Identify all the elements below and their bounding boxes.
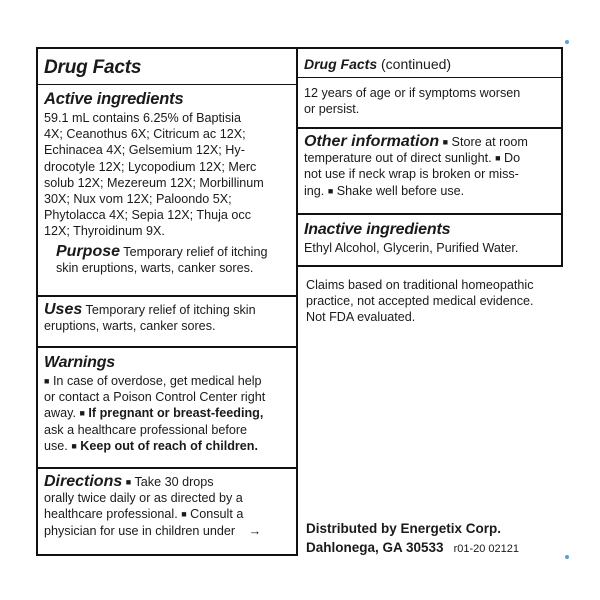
continued-suffix: (continued) — [381, 56, 452, 72]
continue-arrow-icon: → — [248, 523, 262, 538]
continued-title: Drug Facts — [304, 56, 378, 72]
pregnancy-warning: If pregnant or breast-feeding, — [88, 406, 264, 421]
warning-text: In case of overdose, get medical help — [52, 374, 262, 388]
drug-facts-right-panel — [298, 47, 563, 267]
active-line: drocotyle 12X; Lycopodium 12X; Merc — [44, 159, 257, 174]
bullet-icon: ■ — [71, 440, 77, 451]
continued-text: 12 years of age or if symptoms worsen — [304, 86, 521, 100]
uses-text-2: eruptions, warts, canker sores. — [44, 319, 216, 334]
warning-text: or contact a Poison Control Center right — [44, 390, 266, 405]
continued-section — [298, 85, 561, 117]
other-text: Shake well before use. — [336, 183, 465, 198]
other-text: temperature out of direct sunlight. — [304, 151, 492, 166]
other-information-section — [298, 127, 561, 199]
warning-text: away. — [44, 406, 76, 421]
warning-text: use. — [44, 438, 68, 453]
bullet-icon: ■ — [44, 376, 50, 386]
directions-section — [38, 467, 296, 539]
inactive-ingredients-heading: Inactive ingredients — [304, 221, 451, 238]
bullet-icon: ■ — [327, 185, 334, 196]
title-divider — [38, 84, 296, 85]
inactive-ingredients-text: Ethyl Alcohol, Glycerin, Purified Water. — [304, 241, 519, 255]
uses-text: Temporary relief of itching skin — [85, 303, 256, 317]
bullet-icon: ■ — [442, 137, 449, 147]
drug-facts-title: Drug Facts — [44, 57, 142, 78]
directions-text: orally twice daily or as directed by a — [44, 491, 243, 506]
purpose-line — [56, 244, 290, 260]
active-line: 30X; Nux vom 12X; Paloondo 5X; — [44, 192, 232, 207]
active-line: solub 12X; Mezereum 12X; Morbillinum — [44, 175, 264, 190]
warnings-section — [38, 346, 296, 454]
purpose-heading: Purpose — [56, 242, 121, 260]
continued-title-box — [298, 55, 561, 73]
other-text: ing. — [304, 183, 325, 198]
label-code: r01-20 02121 — [453, 543, 520, 555]
directions-text: Consult a — [190, 507, 244, 522]
active-line: 4X; Ceanothus 6X; Citricum ac 12X; — [44, 127, 246, 142]
active-line: 12X; Thyroidinum 9X. — [44, 224, 165, 239]
active-ingredients-section — [38, 88, 296, 276]
directions-text: Take 30 drops — [134, 475, 214, 489]
purpose-text: Temporary relief of itching — [123, 244, 268, 259]
active-ingredients-heading: Active ingredients — [44, 90, 184, 108]
warning-text: ask a healthcare professional before — [44, 422, 248, 437]
directions-text: physician for use in children under — [44, 523, 236, 538]
distributor-address: Dahlonega, GA 30533 — [306, 540, 444, 555]
corner-mark — [565, 555, 569, 559]
other-text: not use if neck wrap is broken or miss- — [304, 167, 519, 182]
drug-facts-title-box — [38, 55, 296, 81]
claims-text: Not FDA evaluated. — [306, 310, 416, 325]
other-text: Store at room — [451, 135, 528, 149]
warnings-heading: Warnings — [44, 354, 116, 371]
directions-text: healthcare professional. — [44, 507, 178, 522]
directions-heading: Directions — [44, 473, 123, 490]
other-information-heading: Other information — [304, 133, 440, 150]
distributor-address-line — [306, 538, 519, 559]
bullet-icon: ■ — [495, 153, 501, 164]
active-line: Phytolacca 4X; Sepia 12X; Thuja occ — [44, 208, 251, 223]
active-line: 59.1 mL contains 6.25% of Baptisia — [44, 111, 241, 125]
uses-heading: Uses — [44, 301, 83, 318]
distributor-name: Distributed by Energetix Corp. — [306, 521, 502, 536]
active-line: Echinacea 4X; Gelsemium 12X; Hy- — [44, 143, 245, 158]
bullet-icon: ■ — [79, 408, 85, 419]
bullet-icon: ■ — [125, 477, 132, 487]
other-text: Do — [504, 151, 521, 166]
inactive-ingredients-section — [298, 213, 561, 256]
uses-section — [38, 295, 296, 334]
continued-text: or persist. — [304, 102, 360, 117]
bullet-icon: ■ — [181, 509, 187, 520]
corner-mark — [565, 40, 569, 44]
drug-facts-left-panel — [36, 47, 298, 556]
claims-disclaimer — [306, 277, 534, 326]
claims-text: Claims based on traditional homeopathic — [306, 278, 534, 292]
children-warning: Keep out of reach of children. — [80, 438, 258, 453]
continued-divider — [298, 77, 561, 78]
purpose-text-2: skin eruptions, warts, canker sores. — [56, 260, 254, 275]
claims-text: practice, not accepted medical evidence. — [306, 294, 534, 309]
